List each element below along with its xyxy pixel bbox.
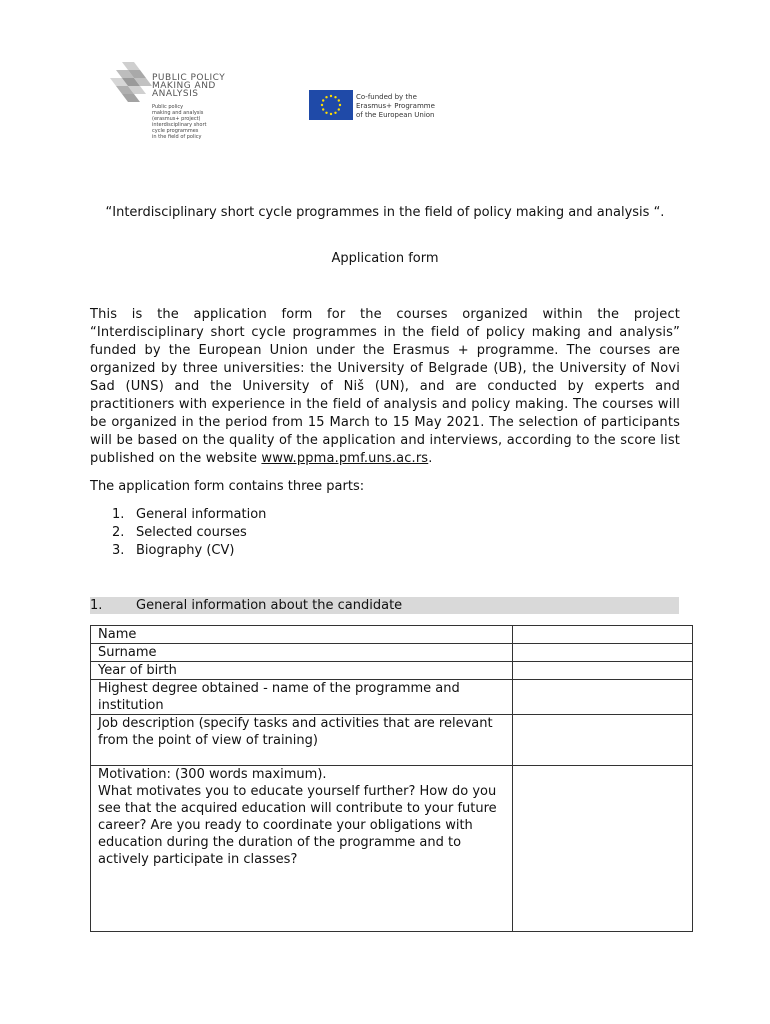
motivation-field[interactable] (513, 766, 693, 932)
website-link[interactable]: www.ppma.pmf.uns.ac.rs (261, 451, 429, 466)
document-title: “Interdisciplinary short cycle programmes in the field of policy making and analysis “. (105, 205, 665, 220)
section-title: General information about the candidate (136, 598, 403, 613)
year-of-birth-label: Year of birth (91, 662, 513, 680)
name-label: Name (91, 626, 513, 644)
list-item-number: 1. (112, 507, 125, 522)
table-row (91, 766, 693, 932)
list-item-label: Biography (CV) (136, 543, 235, 558)
section-number: 1. (90, 598, 103, 613)
intro-text: This is the application form for the courses organized within the project “Interdisciplinary short cycle programmes in the field of policy making and analysis” funded by the European Union under the Erasmus + programme. The courses are organized by three universities: the University of Belgrade (UB), the University of Novi Sad (UNS) and the University of Niš (UN), and are conducted by experts and practitioners with experience in the field of analysis and policy making. The courses will be organized in the period from 15 March to 15 May 2021. The selection of participants will be based on the quality of the application and interviews, according to the score list published on the website (90, 307, 680, 466)
intro-end: . (428, 451, 433, 466)
logo-subtext: Public policy making and analysis (erasmus+ project) interdisciplinary short cycle programmes in the field of policy (152, 104, 207, 140)
table-row (91, 626, 693, 644)
eu-logo (309, 90, 449, 122)
parts-lead: The application form contains three parts: (90, 479, 365, 494)
table-row (91, 644, 693, 662)
list-item-number: 2. (112, 525, 125, 540)
table-row (91, 662, 693, 680)
section-heading (90, 597, 679, 614)
eu-flag-icon (309, 90, 353, 120)
list-item-label: General information (136, 507, 267, 522)
surname-label: Surname (91, 644, 513, 662)
table-row (91, 680, 693, 715)
table-row (91, 715, 693, 766)
surname-field[interactable] (513, 644, 693, 662)
document-subtitle: Application form (331, 251, 439, 266)
list-item-number: 3. (112, 543, 125, 558)
candidate-info-table (90, 625, 693, 932)
degree-label: Highest degree obtained - name of the programme and institution (91, 680, 513, 715)
logo-wordmark: PUBLIC POLICY MAKING AND ANALYSIS (152, 73, 226, 99)
motivation-label: Motivation: (300 words maximum). What motivates you to educate yourself further? How do you see that the acquired education will contribute to your future career? Are you ready to coordinate your obligations with education during the duration of the programme and to actively participate in classes? (91, 766, 513, 932)
name-field[interactable] (513, 626, 693, 644)
parts-list (112, 506, 266, 560)
ppma-logo (108, 60, 228, 140)
eu-cofunded-text: Co-funded by the Erasmus+ Programme of the European Union (356, 93, 435, 119)
list-item (112, 542, 266, 560)
degree-field[interactable] (513, 680, 693, 715)
intro-paragraph (90, 306, 680, 468)
job-description-field[interactable] (513, 715, 693, 766)
cube-stack-icon (108, 60, 154, 104)
year-of-birth-field[interactable] (513, 662, 693, 680)
list-item-label: Selected courses (136, 525, 247, 540)
list-item (112, 506, 266, 524)
job-description-label: Job description (specify tasks and activities that are relevant from the point of view of training) (91, 715, 513, 766)
list-item (112, 524, 266, 542)
